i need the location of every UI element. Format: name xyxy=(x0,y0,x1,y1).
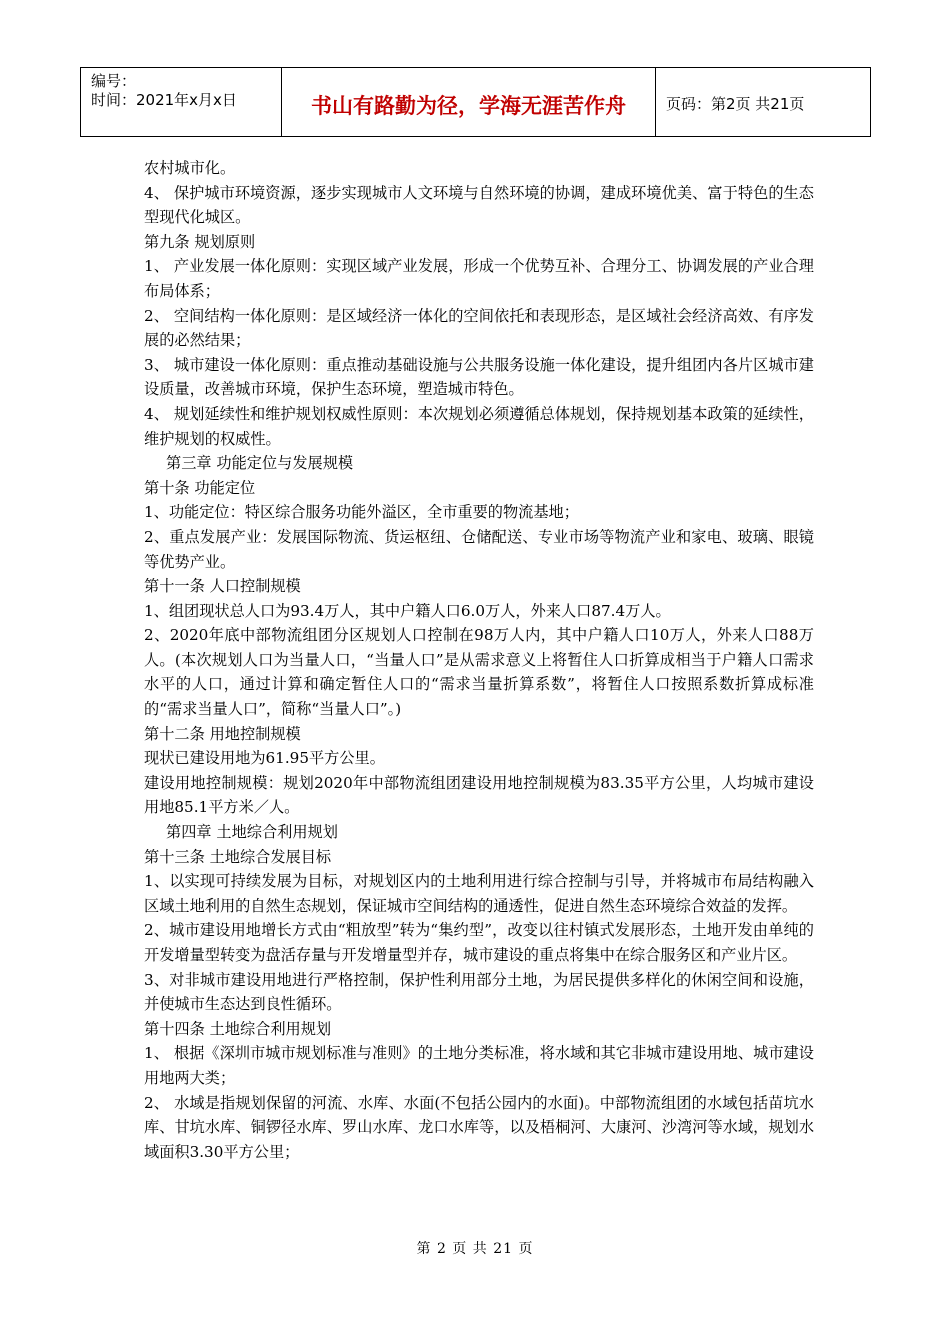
paragraph: 1、功能定位：特区综合服务功能外溢区，全市重要的物流基地； xyxy=(144,503,579,522)
header-meta xyxy=(81,68,282,136)
header-motto: 书山有路勤为径，学海无涯苦作舟 xyxy=(282,68,656,136)
section-heading: 第十条 功能定位 xyxy=(144,478,256,497)
paragraph: 3、对非城市建设用地进行严格控制，保护性利用部分土地，为居民提供多样化的休闲空间和设施，并使城市生态达到良性循环。 xyxy=(144,970,814,1014)
paragraph: 1、 产业发展一体化原则：实现区域产业发展，形成一个优势互补、合理分工、协调发展的产业合理布局体系； xyxy=(144,257,814,300)
paragraph: 2、 空间结构一体化原则：是区域经济一体化的空间依托和表现形态，是区域社会经济高效、有序发展的必然结果； xyxy=(144,306,814,350)
section-heading: 第十三条 土地综合发展目标 xyxy=(144,847,332,866)
doc-number-label: 编号： xyxy=(91,72,137,90)
section-heading: 第十二条 用地控制规模 xyxy=(144,724,301,743)
doc-date-label: 时间：2021年x月x日 xyxy=(91,91,237,109)
chapter-heading: 第三章 功能定位与发展规模 xyxy=(166,454,354,473)
paragraph: 2、2020年底中部物流组团分区规划人口控制在98万人内，其中户籍人口10万人，外来人口88万人。(本次规划人口为当量人口，“当量人口”是从需求意义上将暂住人口折算成相当于户籍人口需求水平的人口，通过计算和确定暂住人口的“需求当量折算系数”，将暂住人口按照系数折算成标准的“需求当量人口”，简称“当量人口”。) xyxy=(144,626,814,719)
paragraph: 4、 保护城市环境资源，逐步实现城市人文环境与自然环境的协调，建成环境优美、富于特色的生态型现代化城区。 xyxy=(144,183,814,227)
paragraph: 2、城市建设用地增长方式由“粗放型”转为“集约型”，改变以往村镇式发展形态，土地开发由单纯的开发增量型转变为盘活存量与开发增量型并存，城市建设的重点将集中在综合服务区和产业片区。 xyxy=(144,921,814,964)
chapter-heading: 第四章 土地综合利用规划 xyxy=(166,823,338,842)
document-body xyxy=(144,156,814,1164)
section-heading: 第九条 规划原则 xyxy=(144,232,256,251)
page-header xyxy=(80,67,871,137)
paragraph: 2、重点发展产业：发展国际物流、货运枢纽、仓储配送、专业市场等物流产业和家电、玻璃、眼镜等优势产业。 xyxy=(144,527,814,571)
paragraph: 1、 根据《深圳市城市规划标准与准则》的土地分类标准，将水域和其它非城市建设用地、城市建设用地两大类； xyxy=(144,1044,814,1087)
page-footer: 第 2 页 共 21 页 xyxy=(416,1241,534,1257)
header-page-info: 页码：第2页 共21页 xyxy=(666,94,805,113)
paragraph: 现状已建设用地为61.95平方公里。 xyxy=(144,749,385,768)
paragraph: 农村城市化。 xyxy=(144,159,236,177)
paragraph: 1、组团现状总人口为93.4万人，其中户籍人口6.0万人，外来人口87.4万人。 xyxy=(144,601,671,620)
paragraph: 3、 城市建设一体化原则：重点推动基础设施与公共服务设施一体化建设，提升组团内各片区城市建设质量，改善城市环境，保护生态环境，塑造城市特色。 xyxy=(144,355,814,399)
section-heading: 第十一条 人口控制规模 xyxy=(144,577,301,596)
section-heading: 第十四条 土地综合利用规划 xyxy=(144,1019,332,1038)
paragraph: 4、 规划延续性和维护规划权威性原则：本次规划必须遵循总体规划，保持规划基本政策的延续性，维护规划的权威性。 xyxy=(144,404,814,448)
paragraph: 1、以实现可持续发展为目标，对规划区内的土地利用进行综合控制与引导，并将城市布局结构融入区域土地利用的自然生态规划，保证城市空间结构的通透性，促进自然生态环境综合效益的发挥。 xyxy=(144,872,814,915)
paragraph: 2、 水域是指规划保留的河流、水库、水面(不包括公园内的水面)。中部物流组团的水域包括苗坑水库、甘坑水库、铜锣径水库、罗山水库、龙口水库等，以及梧桐河、大康河、沙湾河等水域，规划水域面积3.30平方公里； xyxy=(144,1093,814,1161)
paragraph: 建设用地控制规模：规划2020年中部物流组团建设用地控制规模为83.35平方公里，人均城市建设用地85.1平方米／人。 xyxy=(144,773,814,817)
